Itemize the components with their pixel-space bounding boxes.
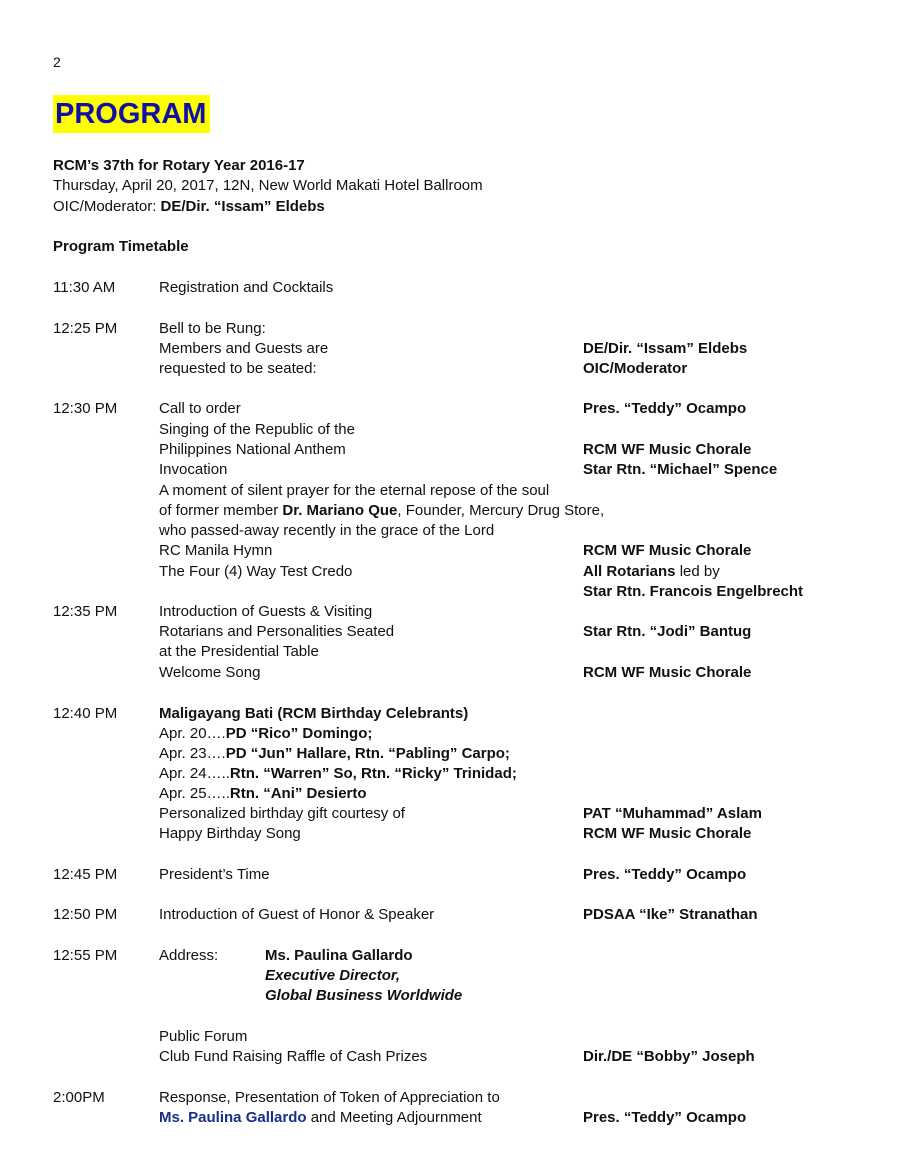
moderator-name: DE/Dir. “Issam” Eldebs bbox=[160, 198, 325, 215]
responsible-line: DE/Dir. “Issam” Eldebs bbox=[583, 340, 748, 357]
responsible-line: Dir./DE “Bobby” Joseph bbox=[583, 1048, 755, 1065]
speaker-name: Ms. Paulina Gallardo bbox=[265, 947, 413, 964]
text-part: Apr. 20…. bbox=[159, 725, 226, 742]
time-1240: 12:40 PM bbox=[53, 705, 118, 722]
time-1255: 12:55 PM bbox=[53, 947, 118, 964]
responsible-line: RCM WF Music Chorale bbox=[583, 441, 752, 458]
timetable-heading: Program Timetable bbox=[53, 238, 189, 255]
text-part: Rtn. “Ani” Desierto bbox=[229, 785, 367, 802]
text-part: Apr. 25….. bbox=[159, 785, 230, 802]
activity-line: A moment of silent prayer for the eternal repose of the soul bbox=[159, 482, 550, 499]
activity-line: RC Manila Hymn bbox=[159, 542, 273, 559]
time-1225: 12:25 PM bbox=[53, 320, 118, 337]
activity-line bbox=[159, 501, 604, 521]
responsible-line: RCM WF Music Chorale bbox=[583, 664, 752, 681]
text-part: Ms. Paulina Gallardo bbox=[159, 1109, 307, 1126]
activity-line: Response, Presentation of Token of Appreciation to bbox=[159, 1089, 500, 1106]
activity-line bbox=[159, 724, 372, 744]
speaker-title: Executive Director, bbox=[265, 967, 401, 984]
speaker-company: Global Business Worldwide bbox=[265, 987, 463, 1004]
responsible-line: Star Rtn. Francois Engelbrecht bbox=[583, 583, 804, 600]
program-title: PROGRAM bbox=[53, 95, 210, 133]
time-1250: 12:50 PM bbox=[53, 906, 118, 923]
activity-line: Registration and Cocktails bbox=[159, 279, 334, 296]
text-part: Apr. 24….. bbox=[159, 765, 230, 782]
activity-line bbox=[159, 784, 367, 804]
activity-line: Members and Guests are bbox=[159, 340, 329, 357]
responsible-line: Pres. “Teddy” Ocampo bbox=[583, 1109, 747, 1126]
event-moderator bbox=[53, 197, 325, 217]
activity-line: Introduction of Guest of Honor & Speaker bbox=[159, 906, 435, 923]
event-name: RCM’s 37th for Rotary Year 2016-17 bbox=[53, 157, 305, 174]
activity-line bbox=[159, 764, 517, 784]
time-1245: 12:45 PM bbox=[53, 866, 118, 883]
text-part: Dr. Mariano Que bbox=[282, 502, 398, 519]
text-part: of former member bbox=[159, 502, 283, 519]
text-part: PD “Jun” Hallare, Rtn. “Pabling” Carpo; bbox=[225, 745, 510, 762]
activity-line bbox=[159, 744, 510, 764]
responsible-line: RCM WF Music Chorale bbox=[583, 825, 752, 842]
responsible-line: OIC/Moderator bbox=[583, 360, 688, 377]
responsible-line: Pres. “Teddy” Ocampo bbox=[583, 400, 747, 417]
moderator-label: OIC/Moderator: bbox=[53, 198, 161, 215]
text-part: All Rotarians bbox=[583, 563, 676, 580]
activity-line: Welcome Song bbox=[159, 664, 261, 681]
activity-line: at the Presidential Table bbox=[159, 643, 319, 660]
text-part: PD “Rico” Domingo; bbox=[225, 725, 373, 742]
activity-line: requested to be seated: bbox=[159, 360, 317, 377]
text-part: Rtn. “Warren” So, Rtn. “Ricky” Trinidad; bbox=[229, 765, 517, 782]
activity-line: Bell to be Rung: bbox=[159, 320, 266, 337]
time-1130: 11:30 AM bbox=[53, 279, 116, 296]
text-part: , Founder, Mercury Drug Store, bbox=[397, 502, 605, 519]
text-part: Apr. 23…. bbox=[159, 745, 226, 762]
event-datetime: Thursday, April 20, 2017, 12N, New World Makati Hotel Ballroom bbox=[53, 177, 483, 194]
page-number: 2 bbox=[53, 54, 61, 70]
activity-line: Personalized birthday gift courtesy of bbox=[159, 805, 405, 822]
activity-line: who passed-away recently in the grace of the Lord bbox=[159, 522, 495, 539]
activity-line: Happy Birthday Song bbox=[159, 825, 301, 842]
activity-line: Invocation bbox=[159, 461, 228, 478]
activity-line: Singing of the Republic of the bbox=[159, 421, 355, 438]
responsible-line: PAT “Muhammad” Aslam bbox=[583, 805, 762, 822]
activity-line: Address: bbox=[159, 947, 219, 964]
responsible-line: Pres. “Teddy” Ocampo bbox=[583, 866, 747, 883]
responsible-line: Star Rtn. “Michael” Spence bbox=[583, 461, 778, 478]
text-part: led by bbox=[675, 563, 720, 580]
time-200: 2:00PM bbox=[53, 1089, 105, 1106]
responsible-line: PDSAA “Ike” Stranathan bbox=[583, 906, 758, 923]
responsible-line: RCM WF Music Chorale bbox=[583, 542, 752, 559]
time-1235: 12:35 PM bbox=[53, 603, 118, 620]
text-part: and Meeting Adjournment bbox=[306, 1109, 482, 1126]
time-1230: 12:30 PM bbox=[53, 400, 118, 417]
activity-line: President’s Time bbox=[159, 866, 270, 883]
activity-line: Maligayang Bati (RCM Birthday Celebrants) bbox=[159, 705, 469, 722]
activity-line: Philippines National Anthem bbox=[159, 441, 346, 458]
activity-line: Rotarians and Personalities Seated bbox=[159, 623, 395, 640]
responsible-line: Star Rtn. “Jodi” Bantug bbox=[583, 623, 752, 640]
activity-line: Public Forum bbox=[159, 1028, 248, 1045]
activity-line: Call to order bbox=[159, 400, 241, 417]
responsible-line bbox=[583, 562, 720, 582]
activity-line: The Four (4) Way Test Credo bbox=[159, 563, 353, 580]
activity-line: Club Fund Raising Raffle of Cash Prizes bbox=[159, 1048, 428, 1065]
activity-line: Introduction of Guests & Visiting bbox=[159, 603, 373, 620]
activity-line bbox=[159, 1108, 482, 1128]
